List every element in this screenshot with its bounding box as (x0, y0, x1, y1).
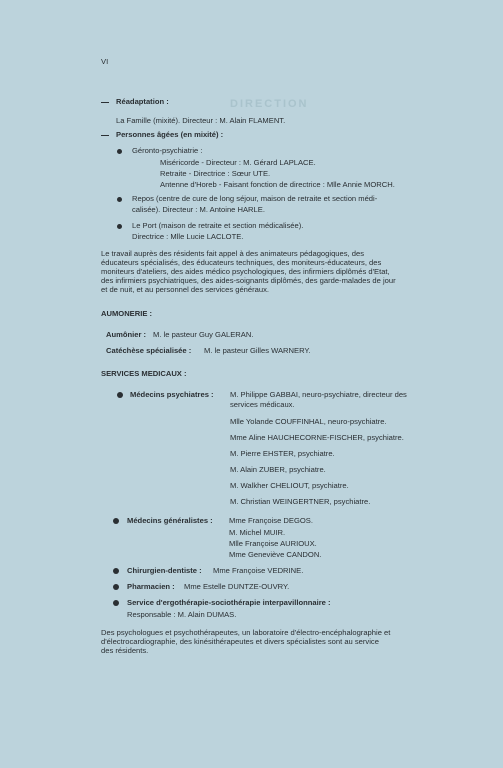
aumonier-value: M. le pasteur Guy GALERAN. (153, 330, 254, 339)
generaliste-line: Mme Françoise DEGOS. (229, 516, 313, 525)
bullet (117, 197, 122, 202)
paragraph-line: éducateurs spécialisés, des éducateurs techniques, des moniteurs-éducateurs, des (101, 258, 382, 267)
geronto-line: Retraite - Directrice : Sœur UTE. (160, 169, 271, 178)
generaliste-line: M. Michel MUIR. (229, 528, 286, 537)
generaliste-line: Mme Geneviève CANDON. (229, 550, 322, 559)
psychiatre-line: services médicaux. (230, 400, 295, 409)
ergo-label: Service d'ergothérapie-sociothérapie interpavillonnaire : (127, 598, 331, 607)
paragraph-line: Le travail auprès des résidents fait appel à des animateurs pédagogiques, des (101, 249, 364, 258)
psychiatre-line: M. Christian WEINGERTNER, psychiatre. (230, 497, 371, 506)
repos-line: Repos (centre de cure de long séjour, maison de retraite et section médi- (132, 194, 378, 203)
bullet (117, 149, 122, 154)
pharmacien-value: Mme Estelle DUNTZE-OUVRY. (184, 582, 290, 591)
catechese-value: M. le pasteur Gilles WARNERY. (204, 346, 311, 355)
psychiatre-line: Mme Aline HAUCHECORNE-FISCHER, psychiatre. (230, 433, 404, 442)
geronto-line: Antenne d'Horeb - Faisant fonction de directrice : Mlle Annie MORCH. (160, 180, 395, 189)
catechese-label: Catéchèse spécialisée : (106, 346, 192, 355)
repos-line: calisée). Directeur : M. Antoine HARLE. (132, 205, 265, 214)
aumonerie-heading: AUMONERIE : (101, 309, 153, 318)
services-medicaux-heading: SERVICES MEDICAUX : (101, 369, 187, 378)
bullet (113, 600, 119, 606)
paragraph-line: d'électrocardiographie, des kinésithérapeutes et divers spécialistes sont au service (101, 637, 379, 646)
paragraph-line: moniteurs d'ateliers, des aides médico psychologiques, des infirmiers diplômés d'Etat, (101, 267, 390, 276)
bullet (113, 584, 119, 590)
port-line: Le Port (maison de retraite et section médicalisée). (132, 221, 304, 230)
paragraph-line: Des psychologues et psychothérapeutes, un laboratoire d'électro-encéphalographie et (101, 628, 391, 637)
psychiatre-line: M. Pierre EHSTER, psychiatre. (230, 449, 335, 458)
psychiatre-line: M. Philippe GABBAI, neuro-psychiatre, directeur des (230, 390, 407, 399)
geronto-line: Miséricorde - Directeur : M. Gérard LAPLACE. (160, 158, 316, 167)
bullet (117, 392, 123, 398)
bullet (113, 568, 119, 574)
ergo-value: Responsable : M. Alain DUMAS. (127, 610, 237, 619)
page-number: VI (101, 57, 109, 66)
bleed-through-text: DIRECTION (230, 98, 309, 110)
port-line: Directrice : Mlle Lucie LACLOTE. (132, 232, 244, 241)
readaptation-heading: Réadaptation : (116, 97, 169, 106)
generalistes-label: Médecins généralistes : (127, 516, 213, 525)
personnes-agees-heading: Personnes âgées (en mixité) : (116, 130, 224, 139)
psychiatre-line: M. Walkher CHELIOUT, psychiatre. (230, 481, 349, 490)
dash-marker (101, 102, 109, 103)
paragraph-line: des résidents. (101, 646, 149, 655)
dash-marker (101, 135, 109, 136)
psychiatres-label: Médecins psychiatres : (130, 390, 214, 399)
pharmacien-label: Pharmacien : (127, 582, 175, 591)
dentiste-label: Chirurgien-dentiste : (127, 566, 202, 575)
paragraph-line: des infirmiers psychiatriques, des aides-soignants diplômés, des garde-malades de jour (101, 276, 396, 285)
psychiatre-line: Mlle Yolande COUFFINHAL, neuro-psychiatre. (230, 417, 387, 426)
generaliste-line: Mlle Françoise AURIOUX. (229, 539, 317, 548)
dentiste-value: Mme Françoise VEDRINE. (213, 566, 304, 575)
bullet (117, 224, 122, 229)
psychiatre-line: M. Alain ZUBER, psychiatre. (230, 465, 326, 474)
paragraph-line: et de nuit, et au personnel des services généraux. (101, 285, 270, 294)
geronto-heading: Géronto-psychiatrie : (132, 146, 203, 155)
bullet (113, 518, 119, 524)
aumonier-label: Aumônier : (106, 330, 147, 339)
readaptation-line: La Famille (mixité). Directeur : M. Alain FLAMENT. (116, 116, 286, 125)
